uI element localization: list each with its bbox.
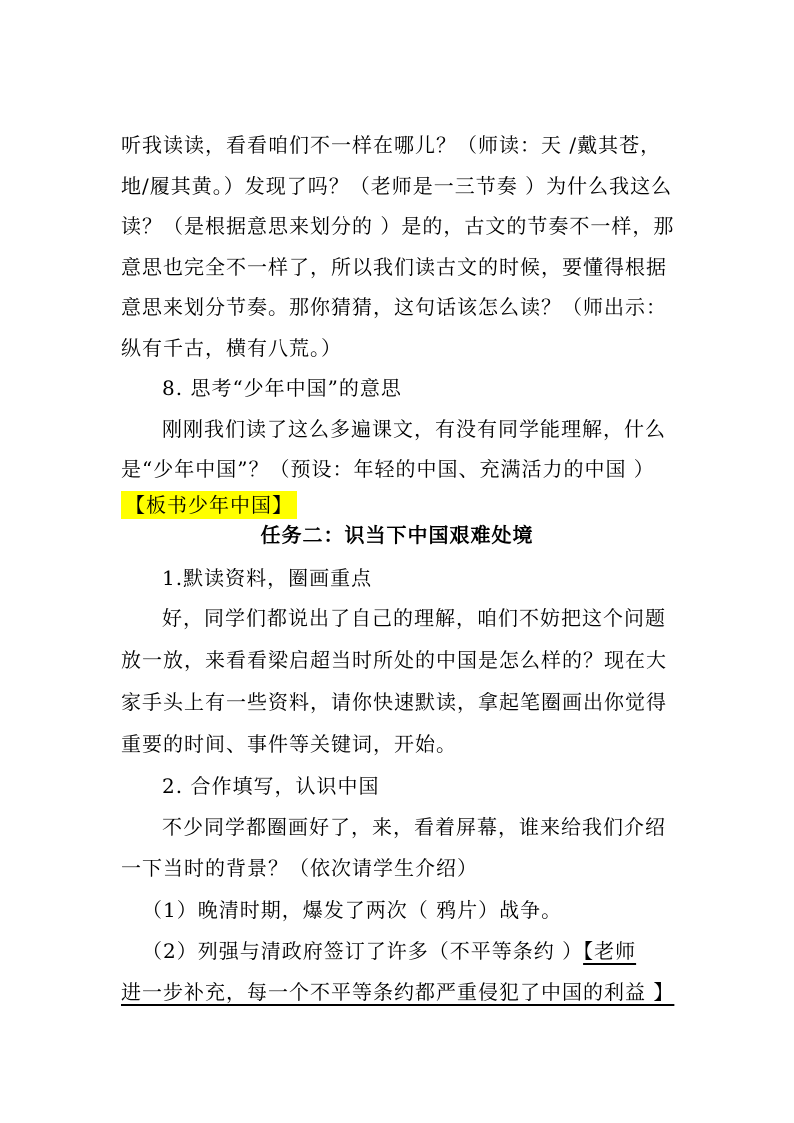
paragraph-line: 意思也完全不一样了，所以我们读古文的时候，要懂得根据: [121, 255, 667, 279]
step-2-heading: 2. 合作填写，认识中国: [162, 774, 380, 798]
step-1-heading: 1.默读资料，圈画重点: [162, 566, 373, 590]
paragraph-line: 不少同学都圈画好了，来，看着屏幕，谁来给我们介绍: [162, 815, 666, 839]
list-item-2-text: （2）列强与清政府签订了许多（不平等条约 ）: [142, 939, 584, 963]
board-note-highlight: 【板书少年中国】: [121, 491, 297, 519]
paragraph-line: 重要的时间、事件等关键词，开始。: [121, 732, 457, 756]
teacher-note-continuation: [121, 978, 674, 1006]
teacher-note-start: 【老师: [583, 939, 637, 963]
paragraph-line: 好，同学们都说出了自己的理解，咱们不妨把这个问题: [162, 606, 666, 630]
board-note: [121, 491, 297, 519]
paragraph-line: 一下当时的背景？（依次请学生介绍）: [121, 856, 478, 880]
step-8-heading: 8. 思考“少年中国”的意思: [162, 376, 402, 400]
paragraph-line: 地/履其黄。）发现了吗？（老师是一三节奏 ）为什么我这么: [121, 174, 673, 198]
list-item-1: （1）晚清时期，爆发了两次（ 鸦片）战争。: [142, 898, 563, 922]
paragraph-line: 刚刚我们读了这么多遍课文，有没有同学能理解，什么: [162, 417, 666, 441]
paragraph-line: 读？（是根据意思来划分的 ）是的，古文的节奏不一样，那: [121, 214, 675, 238]
paragraph-line: 听我读读，看看咱们不一样在哪儿？（师读：天 /戴其苍，: [121, 133, 662, 157]
paragraph-line: 是“少年中国”？（预设：年轻的中国、充满活力的中国 ）: [121, 457, 655, 481]
list-item-2: [142, 937, 636, 965]
teacher-note-text: 进一步补充，每一个不平等条约都严重侵犯了中国的利益 】: [121, 980, 675, 1004]
paragraph-line: 家手头上有一些资料，请你快速默读，拿起笔圈画出你觉得: [121, 690, 667, 714]
task-2-heading: 任务二：识当下中国艰难处境: [260, 523, 534, 547]
paragraph-line: 意思来划分节奏。那你猜猜，这句话该怎么读？（师出示：: [121, 295, 667, 319]
paragraph-line: 纵有千古，横有八荒。）: [121, 336, 342, 360]
paragraph-line: 放一放，来看看梁启超当时所处的中国是怎么样的？现在大: [121, 648, 667, 672]
